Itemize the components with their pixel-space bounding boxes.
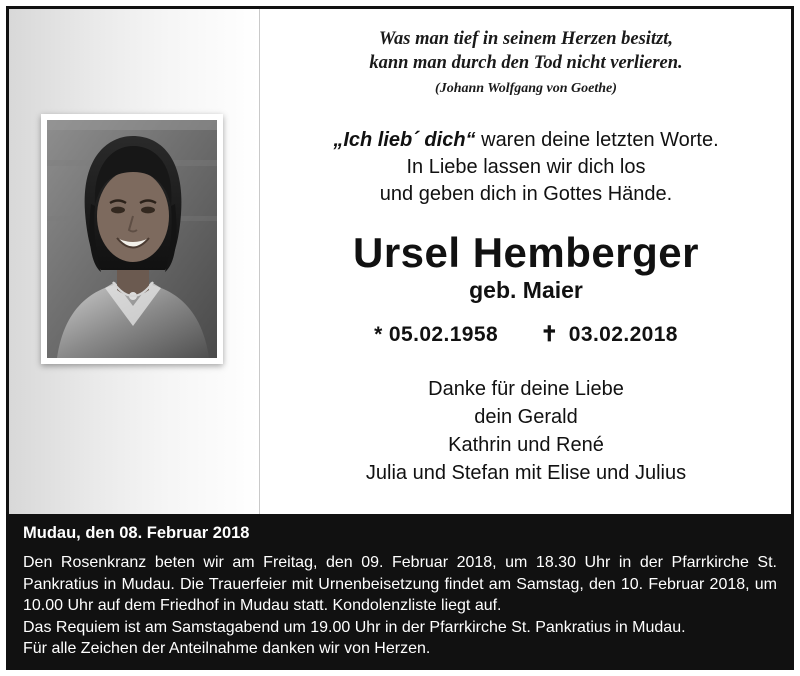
- quote-line-2: kann man durch den Tod nicht verlieren.: [369, 53, 683, 73]
- portrait-photo-image: [47, 120, 217, 358]
- intro-quoted-words: „Ich lieb´ dich“: [333, 129, 476, 151]
- place-and-date: Mudau, den 08. Februar 2018: [23, 524, 250, 542]
- deceased-maiden-name: geb. Maier: [469, 277, 583, 303]
- portrait-photo: [47, 120, 217, 358]
- thanks-line-2: dein Gerald: [474, 406, 578, 428]
- obituary-frame: [6, 6, 794, 670]
- thanks-block: [261, 375, 791, 487]
- photo-panel: [9, 9, 259, 514]
- cross-icon: ✝: [540, 323, 559, 346]
- vertical-divider: [259, 9, 260, 514]
- quote-line-1: Was man tief in seinem Herzen besitzt,: [378, 29, 674, 49]
- deceased-name: Ursel Hemberger: [353, 229, 699, 276]
- intro-line-1-rest: waren deine letzten Worte.: [475, 129, 719, 151]
- intro-line-2: In Liebe lassen wir dich los: [406, 156, 646, 178]
- thanks-line-4: Julia und Stefan mit Elise und Julius: [365, 462, 687, 484]
- intro-block: [261, 127, 791, 208]
- intro-line-3: und geben dich in Gottes Hände.: [379, 183, 673, 205]
- funeral-details-paragraph-3: Für alle Zeichen der Anteilnahme danken wir von Herzen.: [23, 640, 431, 657]
- quote-author: (Johann Wolfgang von Goethe): [435, 81, 617, 96]
- footer-section: [9, 514, 791, 667]
- thanks-line-1: Danke für deine Liebe: [428, 378, 624, 400]
- thanks-line-3: Kathrin und René: [448, 434, 604, 456]
- death-date: 03.02.2018: [568, 323, 678, 346]
- funeral-details-paragraph-2: Das Requiem ist am Samstagabend um 19.00 Uhr in der Pfarrkirche St. Pankratius in Mudau.: [23, 618, 686, 636]
- text-column: [261, 9, 791, 514]
- funeral-details-paragraph-1: Den Rosenkranz beten wir am Freitag, den 09. Februar 2018, um 18.30 Uhr in der Pfarrkirche St. Pankratius in Mudau. Die Trauerfeier mit Urnenbeisetzung findet am Samstag, den 10. Februar 2018, um 10.00 Uhr auf dem Friedhof in Mudau statt. Kondolenzliste liegt auf.: [23, 554, 777, 614]
- quote-block: [261, 27, 791, 101]
- birth-date: 05.02.1958: [388, 323, 499, 346]
- photo-frame: [41, 114, 223, 364]
- birth-symbol: *: [374, 323, 383, 346]
- life-dates: [261, 322, 791, 347]
- upper-section: [9, 9, 791, 514]
- funeral-details: [23, 552, 777, 660]
- intro-line-1: [261, 127, 791, 154]
